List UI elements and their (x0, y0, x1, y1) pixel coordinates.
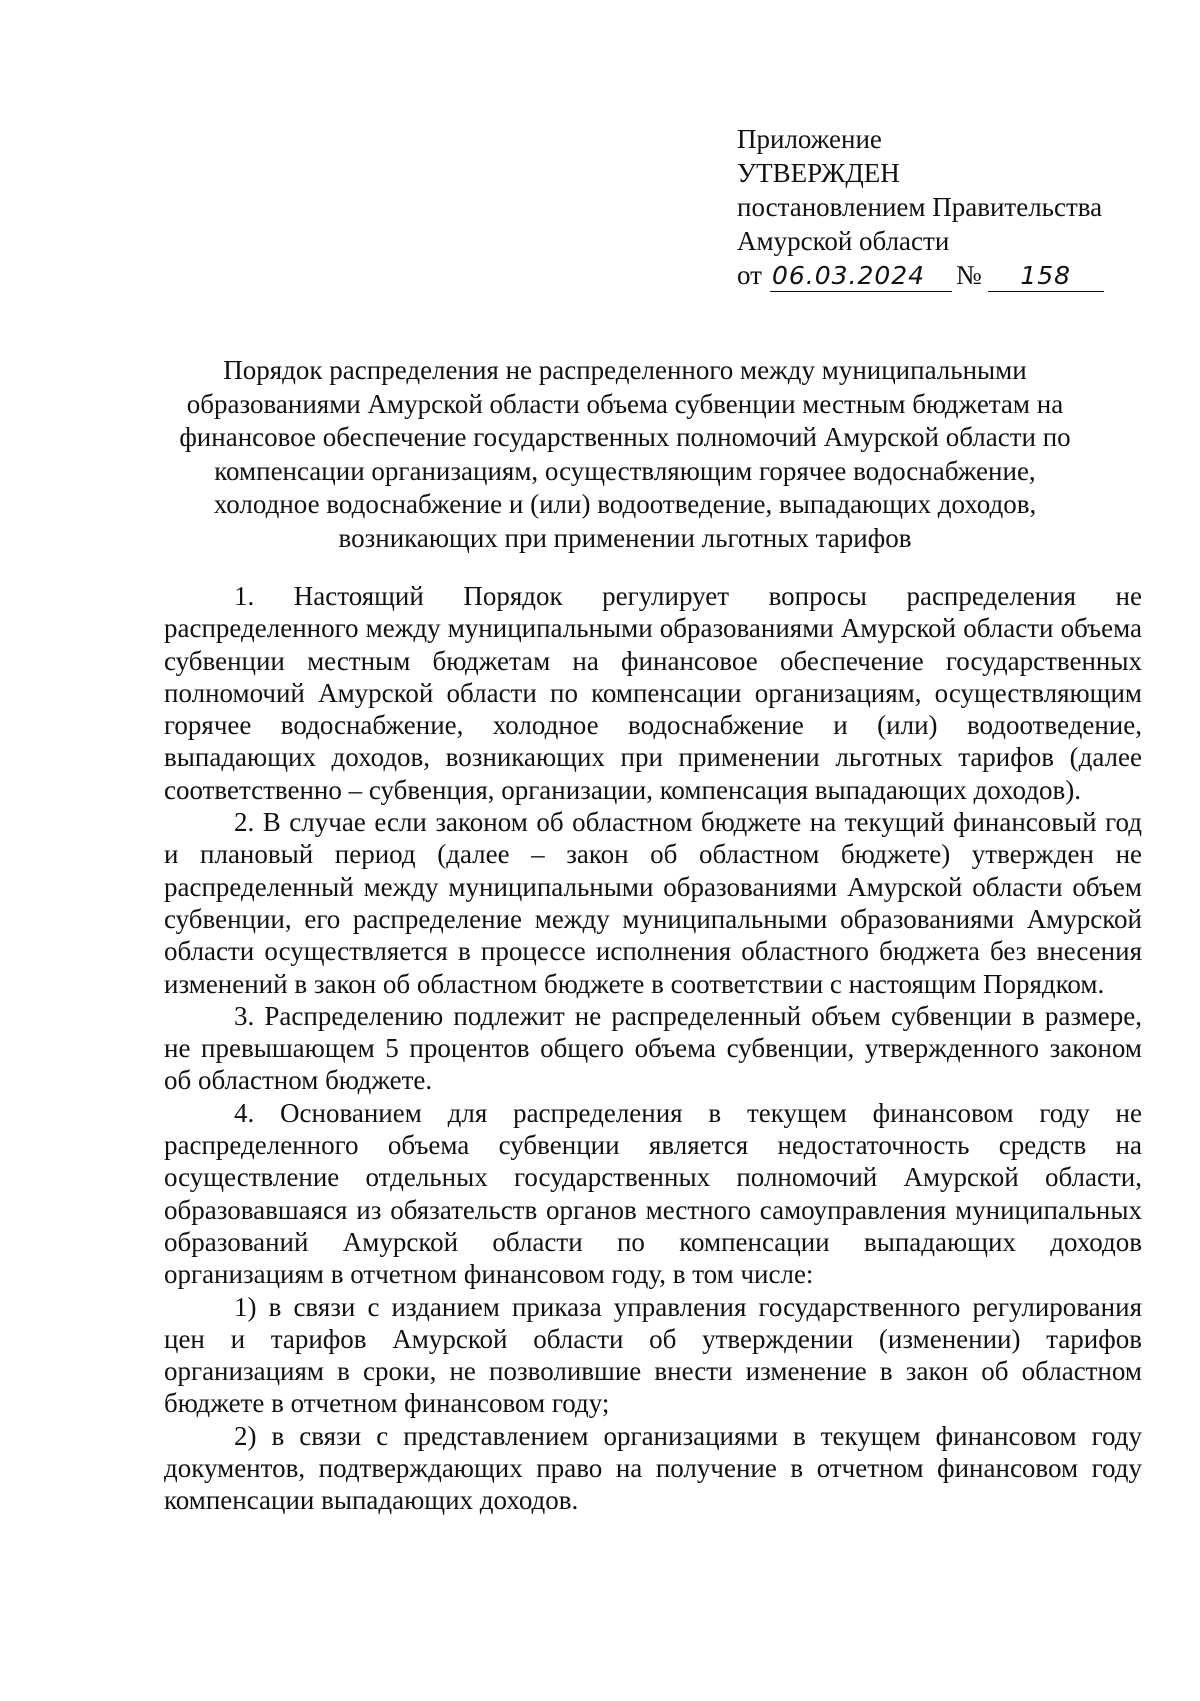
handwritten-number: 158 (988, 261, 1104, 292)
title-line: образованиями Амурской области объема субвенции местным бюджетам на (186, 388, 1064, 419)
resolution-label: постановлением Правительства (737, 192, 1103, 222)
title-line: Порядок распределения не распределенного между муниципальными (223, 355, 1027, 385)
handwritten-date: 06.03.2024 (770, 261, 952, 292)
date-prefix: от (737, 260, 762, 290)
title-line: финансовое обеспечение государственных полномочий Амурской области по (179, 422, 1071, 452)
title-line: холодное водоснабжение и (или) водоотведение, выпадающих доходов, (213, 489, 1037, 519)
title-line: компенсации организациям, осуществляющим горячее водоснабжение, (214, 455, 1036, 486)
appendix-label: Приложение (737, 124, 882, 154)
region-label: Амурской области (737, 226, 950, 256)
subparagraph-1: 1) в связи с изданием приказа управления государственного регулирования цен и тарифов Амурской области об утверждении (изменении) тарифов организациям в сроки, не позволившие внести изменение в закон об областном бюджете в отчетном финансовом году; (164, 1291, 1142, 1419)
number-sign: № (955, 260, 982, 290)
title-line: возникающих при применении льготных тарифов (338, 522, 912, 553)
paragraph-3: 3. Распределению подлежит не распределенный объем субвенции в размере, не превышающем 5 процентов общего объема субвенции, утвержденного законом об областном бюджете. (164, 1000, 1142, 1096)
subparagraph-2: 2) в связи с представлением организациями в текущем финансовом году документов, подтверждающих право на получение в отчетном финансовом году компенсации выпадающих доходов. (164, 1420, 1142, 1516)
paragraph-2: 2. В случае если законом об областном бюджете на текущий финансовый год и плановый период (далее – закон об областном бюджете) утвержден не распределенный между муниципальными образованиями Амурской области объем субвенции, его распределение между муниципальными образованиями Амурской области осуществляется в процессе исполнения областного бюджета без внесения изменений в закон об областном бюджете в соответствии с настоящим Порядком. (164, 807, 1142, 999)
date-number-line (737, 258, 1157, 292)
paragraph-4: 4. Основанием для распределения в текущем финансовом году не распределенного объема субвенции является недостаточность средств на осуществление отдельных государственных полномочий Амурской области, образовавшаяся из обязательств органов местного самоуправления муниципальных образований Амурской области по компенсации выпадающих доходов организациям в отчетном финансовом году, в том числе: (164, 1097, 1142, 1290)
document-title (160, 354, 1090, 555)
paragraph-1: 1. Настоящий Порядок регулирует вопросы распределения не распределенного между муниципальными образованиями Амурской области объема субвенции местным бюджетам на финансовое обеспечение государственных полномочий Амурской области по компенсации организациям, осуществляющим горячее водоснабжение, холодное водоснабжение и (или) водоотведение, выпадающих доходов, возникающих при применении льготных тарифов (далее соответственно – субвенция, организации, компенсация выпадающих доходов). (164, 581, 1142, 805)
approved-label: УТВЕРЖДЕН (737, 158, 900, 188)
approval-block (737, 122, 1157, 292)
document-body (164, 580, 1142, 1517)
